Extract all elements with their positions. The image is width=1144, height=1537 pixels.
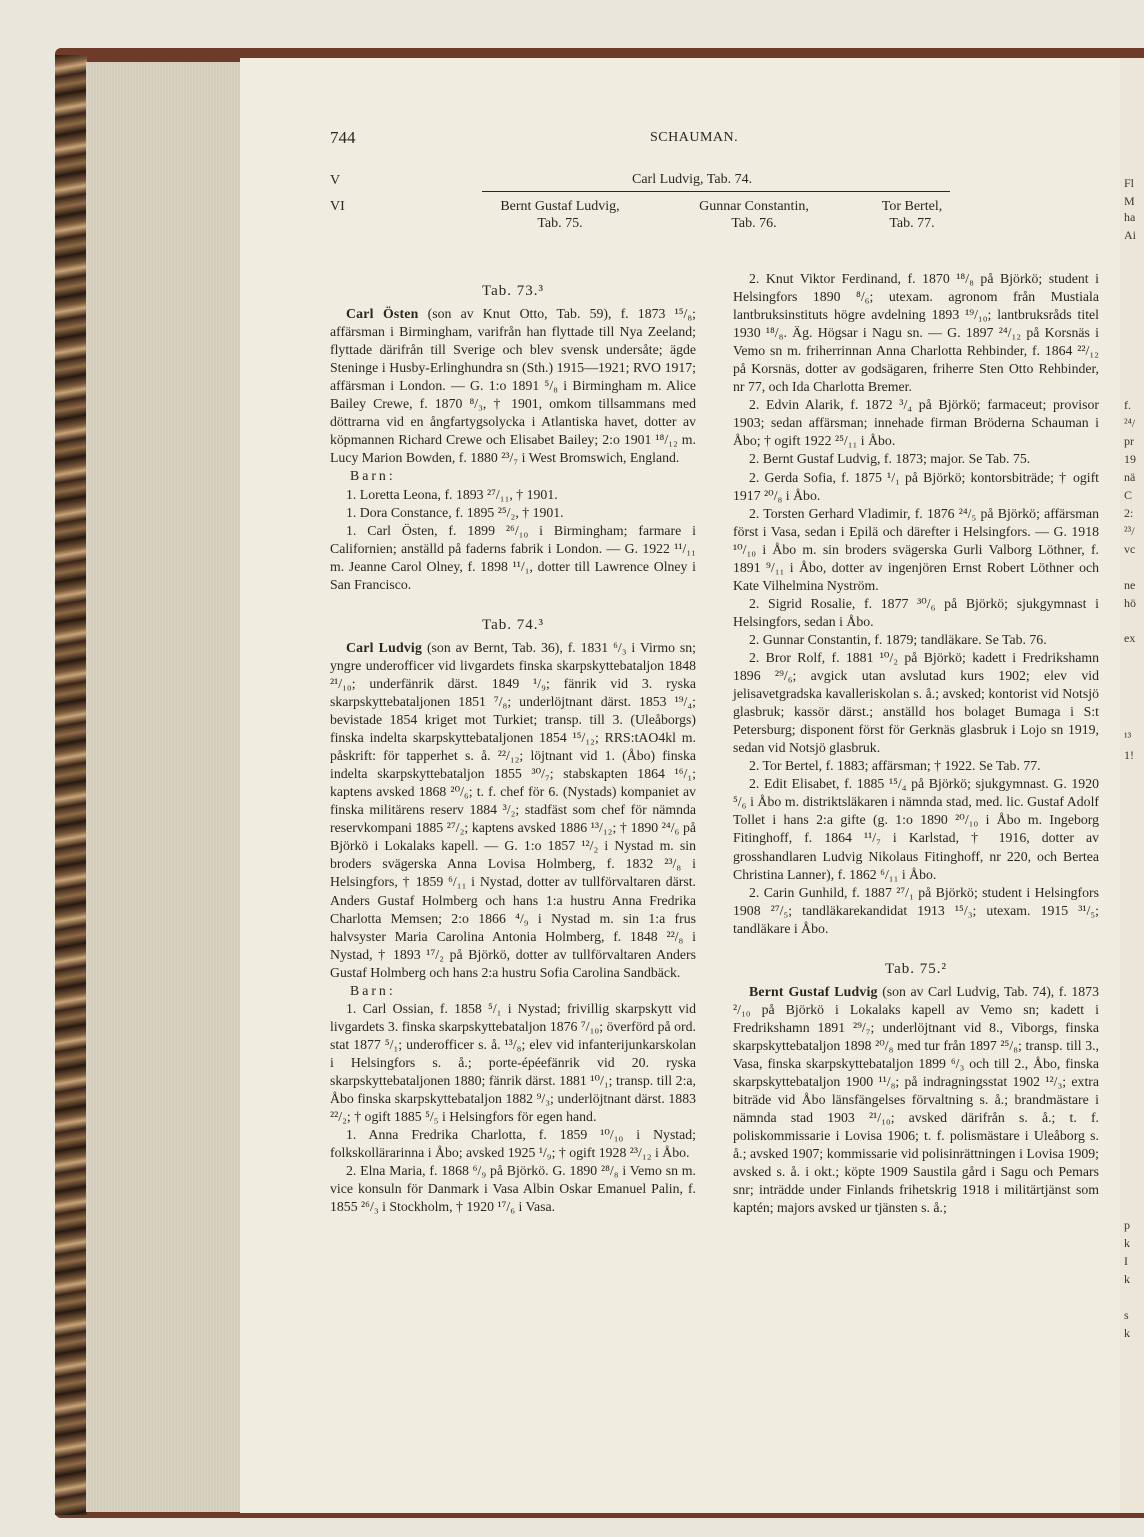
fragment: I bbox=[1124, 1254, 1128, 1268]
child-entry: 2. Edit Elisabet, f. 1885 ¹⁵/₄ på Björkö; sjukgymnast. G. 1920 ⁵/₆ i Åbo m. distriktsläkaren i nämnda stad, med. lic. Gustaf Adolf Tollet i hans 2:a gifte (g. 1:o 1890 ²⁰/₁₀ i Åbo m. Ingeborg Fitinghoff, f. 1864 ¹¹/₇ i Karlstad, † 1916, dotter av grosshandlaren Ludvig Nikolaus Fitinghoff, nr 220, och Bertea Christina Lanner), f. 1862 ⁶/₁₁ i Åbo. bbox=[733, 776, 1099, 882]
fragment: pr bbox=[1124, 434, 1134, 448]
book-spine bbox=[55, 55, 87, 1515]
tree-child bbox=[664, 198, 844, 232]
fragment: k bbox=[1124, 1236, 1130, 1250]
child-entry: 2. Edvin Alarik, f. 1872 ³/₄ på Björkö; farmaceut; provisor 1903; sedan affärsman; innehade firman Bröderna Schauman i Åbo; † ogift 1922 ²⁵/₁₁ i Åbo. bbox=[733, 397, 1099, 449]
child-entry: 1. Anna Fredrika Charlotta, f. 1859 ¹⁰/₁₀ i Nystad; folkskollärarinna i Åbo; avsked 1925 ¹/₉; † ogift 1928 ²³/₁₂ i Åbo. bbox=[330, 1127, 696, 1161]
generation-v-label: V bbox=[330, 173, 341, 188]
tab75-entry bbox=[733, 983, 1099, 1218]
tab73-barn: Barn: bbox=[350, 468, 396, 484]
tab73-entry bbox=[330, 305, 696, 467]
tab75-heading: Tab. 75.² bbox=[884, 960, 948, 977]
child-entry: 2. Gerda Sofia, f. 1875 ¹/₁ på Björkö; kontorsbiträde; † ogift 1917 ²⁰/₈ i Åbo. bbox=[733, 469, 1099, 503]
running-title: SCHAUMAN. bbox=[650, 130, 739, 145]
fragment: k bbox=[1124, 1326, 1130, 1340]
fragment: Ai bbox=[1124, 228, 1136, 242]
fragment: ex bbox=[1124, 631, 1136, 645]
child-entry: 2. Knut Viktor Ferdinand, f. 1870 ¹⁸/₈ på Björkö; student i Helsingfors 1890 ⁸/₆; utexam. agronom från Mustiala lantbruksinstituts högre avdelning 1893 ¹⁹/₁₀; lantbruksråds titel 1930 ¹⁸/₈. Äg. Högsar i Nagu sn. — G. 1897 ²⁴/₁₂ på Korsnäs i Vemo sn m. friherrinnan Anna Charlotta Rehbinder, f. 1864 ²²/₁₂ på Korsnäs, dotter av godsägaren, friherre Sten Otto Rehbinder, nr 77, och Ida Charlotta Bremer. bbox=[733, 271, 1099, 395]
tree-child-name: Bernt Gustaf Ludvig, bbox=[500, 199, 620, 214]
child-entry: 1. Carl Ossian, f. 1858 ⁵/₁ i Nystad; frivillig skarpskytt vid livgardets 3. finska skarpskyttebataljon 1876 ⁷/₁₀; överförd på ord. stat 1877 ⁵/₁; underofficer s. å. ¹³/₈; elev vid infanterijunkarskolan i Helsingfors s. å.; porte-épéefänrik vid 20. ryska skarpskyttebataljonen 1880; fänrik därst. 1881 ¹⁰/₁; transp. till 2:a, Åbo finska skarpskyttebataljon 1882 ⁹/₃; underlöjtnant därst. 1883 ²²/₂; † ogift 1885 ⁵/₅ i Helsingfors för egen hand. bbox=[330, 1000, 696, 1125]
tree-child-tab: Tab. 76. bbox=[731, 216, 777, 231]
fragment: ²⁴/ bbox=[1124, 416, 1136, 430]
child-entry: 1. Loretta Leona, f. 1893 ²⁷/₁₁, † 1901. bbox=[346, 486, 558, 502]
fragment: 19 bbox=[1124, 452, 1136, 466]
page-edges bbox=[86, 62, 246, 1512]
tree-child bbox=[470, 198, 650, 232]
left-column bbox=[330, 282, 696, 1216]
tree-child-tab: Tab. 75. bbox=[537, 216, 583, 231]
child-entry: 2. Gunnar Constantin, f. 1879; tandläkare. Se Tab. 76. bbox=[749, 631, 1047, 647]
tab73-body: (son av Knut Otto, Tab. 59), f. 1873 ¹⁵/₈; affärsman i Birmingham, varifrån han flyttade till Nya Zeeland; flyttade därifrån till Sverige och blev svensk undersåte; ägde Steninge i Husby-Erlinghundra sn (Sth.) 1915—1921; RVO 1917; affärsman i London. — G. 1:o 1891 ⁵/₈ i Birmingham m. Alice Bailey Crewe, f. 1870 ⁸/₃, † 1901, omkom tillsammans med döttrarna vid en ångfartygsolycka i Atlantiska havet, dotter av köpmannen Richard Crewe och Elisabet Bailey; 2:o 1901 ¹⁸/₁₂ m. Lucy Marion Bowden, f. 1880 ²³/₇ i West Bromswich, England. bbox=[330, 306, 696, 466]
tab74-name: Carl Ludvig bbox=[346, 639, 423, 655]
child-entry: 2. Torsten Gerhard Vladimir, f. 1876 ²⁴/₅ på Björkö; affärsman först i Vasa, sedan i Epilä och därefter i Helsingfors. — G. 1918 ¹⁰/₁₀ i Åbo m. sin broders svägerska Gurli Valborg Löthner, f. 1891 ⁹/₁₁ i Åbo, dotter av ingenjören Ernst Robert Löthner och Kate Vilhelmina Nyström. bbox=[733, 505, 1099, 593]
tree-child-name: Tor Bertel, bbox=[881, 199, 943, 214]
page-number: 744 bbox=[330, 128, 356, 147]
next-page-edge bbox=[1120, 58, 1144, 1513]
tree-child-name: Gunnar Constantin, bbox=[699, 199, 809, 214]
tab74-entry bbox=[330, 639, 696, 982]
child-entry: 2. Bernt Gustaf Ludvig, f. 1873; major. Se Tab. 75. bbox=[749, 451, 1031, 467]
fragment: 2: bbox=[1124, 506, 1134, 520]
child-entry: 1. Carl Östen, f. 1899 ²⁶/₁₀ i Birmingham; farmare i Californien; anställd på faderns fabrik i London. — G. 1922 ¹¹/₁₁ m. Jeanne Carol Olney, f. 1898 ¹¹/₁, dotter till Lawrence Olney i San Francisco. bbox=[330, 522, 696, 592]
child-entry: 2. Bror Rolf, f. 1881 ¹⁰/₂ på Björkö; kadett i Fredrikshamn 1896 ²⁹/₆; avgick utan avslutad kurs 1902; elev vid jelisavetgradska kavalleriskolan s. å.; avsked; kontorist vid Notsjö glasbruk; kassör därst.; anställd hos bolaget Bumaga i S:t Petersburg; disponent först för Gerknäs glasbruk i Lojo sn 1919, sedan vid Notsjö glasbruk. bbox=[733, 649, 1099, 756]
tree-child bbox=[822, 198, 1002, 232]
tab74-heading: Tab. 74.³ bbox=[481, 616, 545, 633]
child-entry: 1. Dora Constance, f. 1895 ²⁵/₂, † 1901. bbox=[346, 504, 564, 520]
fragment: M bbox=[1124, 194, 1135, 208]
fragment: ¹³ bbox=[1124, 730, 1132, 744]
tree-line bbox=[482, 191, 950, 192]
fragment: p bbox=[1124, 1218, 1130, 1232]
tab75-body: (son av Carl Ludvig, Tab. 74), f. 1873 ²/₁₀ på Björkö i Lokalaks kapell av Vemo sn; kadett i Fredrikshamn 1891 ²⁹/₇; underlöjtnant vid 8., Viborgs, finska skarpskyttebataljon 1898 ²⁰/₈ med tur från 1897 ²⁵/₈; transp. till 3., Vasa, finska skarpskyttebataljon 1899 ⁶/₃ och till 2., Åbo, finska skarpskyttebataljon 1900 ¹¹/₈; på indragningsstat 1902 ¹²/₃; extra biträde vid Åbo länsfängelses förvaltning s. å.; brandmästare i nämnda stad 1903 ²¹/₁₀; avsked därifrån s. å.; t. f. poliskommissarie i Lovisa 1906; t. f. polismästare i Uleåborg s. å.; avsked 1907; kommissarie vid polisinrättningen i Lovisa 1909; avsked s. å. i okt.; köpte 1909 Saustila gård i Sagu och Pemars snr; inträdde under Finlands frihetskrig 1918 i militärtjänst som kaptén; majors avsked ur tjänsten s. å.; bbox=[733, 983, 1099, 1216]
generation-vi-label: VI bbox=[330, 199, 345, 214]
fragment: vc bbox=[1124, 542, 1136, 556]
tree-child-tab: Tab. 77. bbox=[889, 216, 935, 231]
fragment: ha bbox=[1124, 210, 1136, 224]
tab74-barn: Barn: bbox=[350, 982, 396, 998]
fragment: s bbox=[1124, 1308, 1129, 1322]
fragment: Fl bbox=[1124, 176, 1135, 190]
tab74-body: (son av Bernt, Tab. 36), f. 1831 ⁶/₃ i Virmo sn; yngre underofficer vid livgardets finska skarpskyttebataljon 1848 ²¹/₁₀; underfänrik därst. 1849 ¹/₉; fänrik vid 3. ryska skarpskyttebataljonen 1851 ⁷/₈; underlöjtnant därst. 1853 ¹⁹/₄; bevistade 1854 kriget mot Turkiet; transp. till 3. (Uleåborgs) finska indelta skarpskyttebataljonen 1854 ¹⁵/₁₂; RRS:tAO4kl m. påskrift: för tapperhet s. å. ²²/₁₂; löjtnant vid 1. (Åbo) finska indelta skarpskyttebataljon 1855 ³⁰/₇; stabskapten 1864 ¹⁶/₁; kaptens avsked 1868 ²⁰/₆; t. f. chef för 6. (Nystads) kompaniet av finska militärens reserv 1884 ³/₂; stadfäst som chef för nämnda reservkompani 1885 ²⁷/₂; kaptens avsked 1886 ¹³/₁₂; † 1890 ²⁴/₆ på Björkö i Lokalaks kapell. — G. 1:o 1857 ¹²/₂ i Nystad m. sin broders svägerska Anna Lovisa Holmberg, f. 1832 ²³/₈ i Helsingfors, † 1859 ⁶/₁₁ i Nystad, dotter av tullförvaltaren därst. Anders Gustaf Holmberg och hans 1:a hustru Anna Fredrika Charlotta Memsen; 2:o 1866 ⁴/₉ i Nystad m. sin 1:a frus halvsyster Maria Carolina Antonia Holmberg, f. 1848 ²²/₈ i Nystad, † 1893 ¹⁷/₂ på Björkö, dotter av tullförvaltaren Anders Gustaf Holmberg och hans 2:a hustru Sofia Carolina Sandbäck. bbox=[330, 639, 697, 980]
fragment: ne bbox=[1124, 578, 1136, 592]
fragment: ²³/ bbox=[1124, 524, 1135, 538]
tab73-heading: Tab. 73.³ bbox=[481, 283, 545, 299]
fragment: k bbox=[1124, 1272, 1130, 1286]
child-entry: 2. Tor Bertel, f. 1883; affärsman; † 1922. Se Tab. 77. bbox=[749, 758, 1041, 774]
fragment: hö bbox=[1124, 596, 1136, 610]
tree-root: Carl Ludvig, Tab. 74. bbox=[632, 172, 753, 187]
child-entry: 2. Elna Maria, f. 1868 ⁶/₉ på Björkö. G. 1890 ²⁸/₈ i Vemo sn m. vice konsuln för Danmark i Vasa Albin Oskar Emanuel Palin, f. 1855 ²⁶/₃ i Stockholm, † 1920 ¹⁷/₆ i Vasa. bbox=[330, 1163, 696, 1215]
fragment: f. bbox=[1124, 398, 1131, 412]
fragment: C bbox=[1124, 488, 1133, 502]
tab73-name: Carl Östen bbox=[346, 306, 419, 322]
child-entry: 2. Carin Gunhild, f. 1887 ²⁷/₁ på Björkö; student i Helsingfors 1908 ²⁷/₅; tandläkarekandidat 1913 ¹⁵/₃; utexam. 1915 ³¹/₅; tandläkare i Åbo. bbox=[733, 884, 1099, 936]
child-entry: 2. Sigrid Rosalie, f. 1877 ³⁰/₆ på Björkö; sjukgymnast i Helsingfors, sedan i Åbo. bbox=[733, 595, 1099, 629]
tab75-name: Bernt Gustaf Ludvig bbox=[749, 983, 878, 999]
fragment: 1! bbox=[1124, 748, 1134, 762]
right-column bbox=[733, 270, 1099, 1217]
fragment: nä bbox=[1124, 470, 1136, 484]
